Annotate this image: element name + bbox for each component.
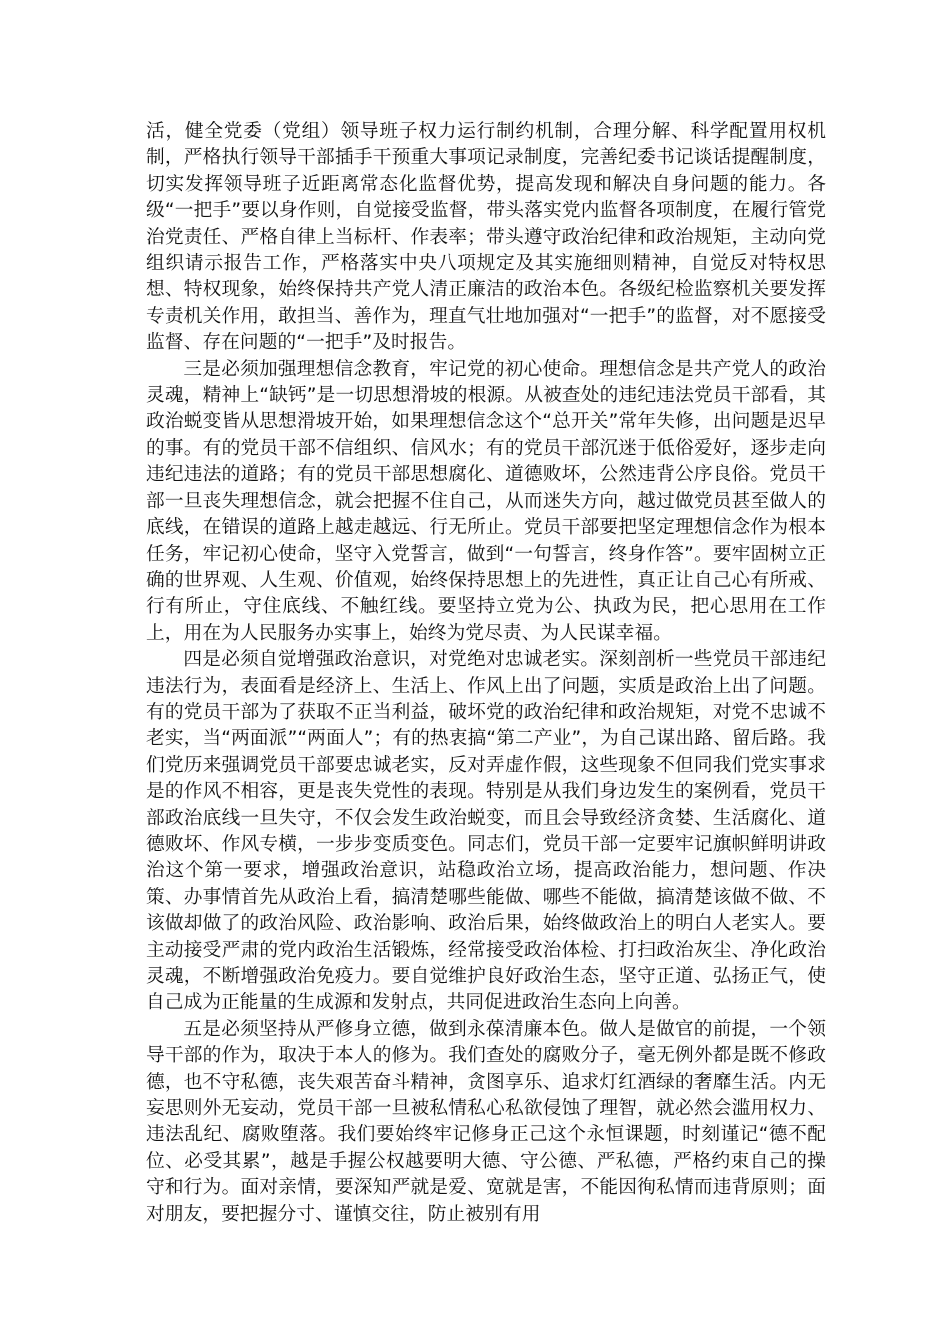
paragraph-point-five: 五是必须坚持从严修身立德，做到永葆清廉本色。做人是做官的前提，一个领导干部的作为，取决于本人的修为。我们查处的腐败分子，毫无例外都是既不修政德，也不守私德，丧失艰苦奋斗精神，贪图享乐、追求灯红酒绿的奢靡生活。内无妄思则外无妄动，党员干部一旦被私情私心私欲侵蚀了理智，就必然会滥用权力、违法乱纪、腐败堕落。我们要始终牢记修身正己这个永恒课题，时刻谨记“德不配位、必受其累”，越是手握公权越要明大德、守公德、严私德，严格约束自己的操守和行为。面对亲情，要深知严就是爱、宽就是害，不能因徇私情而违背原则；面对朋友，要把握分寸、谨慎交往，防止被别有用	[146, 1018, 826, 1225]
paragraph-point-four: 四是必须自觉增强政治意识，对党绝对忠诚老实。深刻剖析一些党员干部违纪违法行为，表面看是经济上、生活上、作风上出了问题，实质是政治上出了问题。有的党员干部为了获取不正当利益，破坏党的政治纪律和政治规矩，对党不忠诚不老实，当“两面派”“两面人”；有的热衷搞“第二产业”，为自己谋出路、留后路。我们党历来强调党员干部要忠诚老实，反对弄虚作假，这些现象不但同我们党实事求是的作风不相容，更是丧失党性的表现。特别是从我们身边发生的案例看，党员干部政治底线一旦失守，不仅会发生政治蜕变，而且会导致经济贪婪、生活腐化、道德败坏、作风专横，一步步变质变色。同志们，党员干部一定要牢记旗帜鲜明讲政治这个第一要求，增强政治意识，站稳政治立场，提高政治能力，想问题、作决策、办事情首先从政治上看，搞清楚哪些能做、哪些不能做，搞清楚该做不做、不该做却做了的政治风险、政治影响、政治后果，始终做政治上的明白人老实人。要主动接受严肃的党内政治生活锻炼，经常接受政治体检、打扫政治灰尘、净化政治灵魂，不断增强政治免疫力。要自觉维护良好政治生态，坚守正道、弘扬正气，使自己成为正能量的生成源和发射点，共同促进政治生态向上向善。	[146, 649, 826, 1014]
paragraph-continuation: 活，健全党委（党组）领导班子权力运行制约机制，合理分解、科学配置用权机制，严格执行领导干部插手干预重大事项记录制度，完善纪委书记谈话提醒制度，切实发挥领导班子近距离常态化监督优势，提高发现和解决自身问题的能力。各级“一把手”要以身作则，自觉接受监督，带头落实党内监督各项制度，在履行管党治党责任、严格自律上当标杆、作表率；带头遵守政治纪律和政治规矩，主动向党组织请示报告工作，严格落实中央八项规定及其实施细则精神，自觉反对特权思想、特权现象，始终保持共产党人清正廉洁的政治本色。各级纪检监察机关要发挥专责机关作用，敢担当、善作为，理直气壮地加强对“一把手”的监督，对不愿接受监督、存在问题的“一把手”及时报告。	[146, 121, 826, 354]
document-body	[146, 119, 826, 1228]
paragraph-point-three: 三是必须加强理想信念教育，牢记党的初心使命。理想信念是共产党人的政治灵魂，精神上“缺钙”是一切思想滑坡的根源。从被查处的违纪违法党员干部看，其政治蜕变皆从思想滑坡开始，如果理想信念这个“总开关”常年失修，出问题是迟早的事。有的党员干部不信组织、信风水；有的党员干部沉迷于低俗爱好，逐步走向违纪违法的道路；有的党员干部思想腐化、道德败坏，公然违背公序良俗。党员干部一旦丧失理想信念，就会把握不住自己，从而迷失方向，越过做党员甚至做人的底线，在错误的道路上越走越远、行无所止。党员干部要把坚定理想信念作为根本任务，牢记初心使命，坚守入党誓言，做到“一句誓言，终身作答”。要牢固树立正确的世界观、人生观、价值观，始终保持思想上的先进性，真正让自己心有所戒、行有所止，守住底线、不触红线。要坚持立党为公、执政为民，把心思用在工作上，用在为人民服务办实事上，始终为党尽责、为人民谋幸福。	[146, 358, 826, 644]
